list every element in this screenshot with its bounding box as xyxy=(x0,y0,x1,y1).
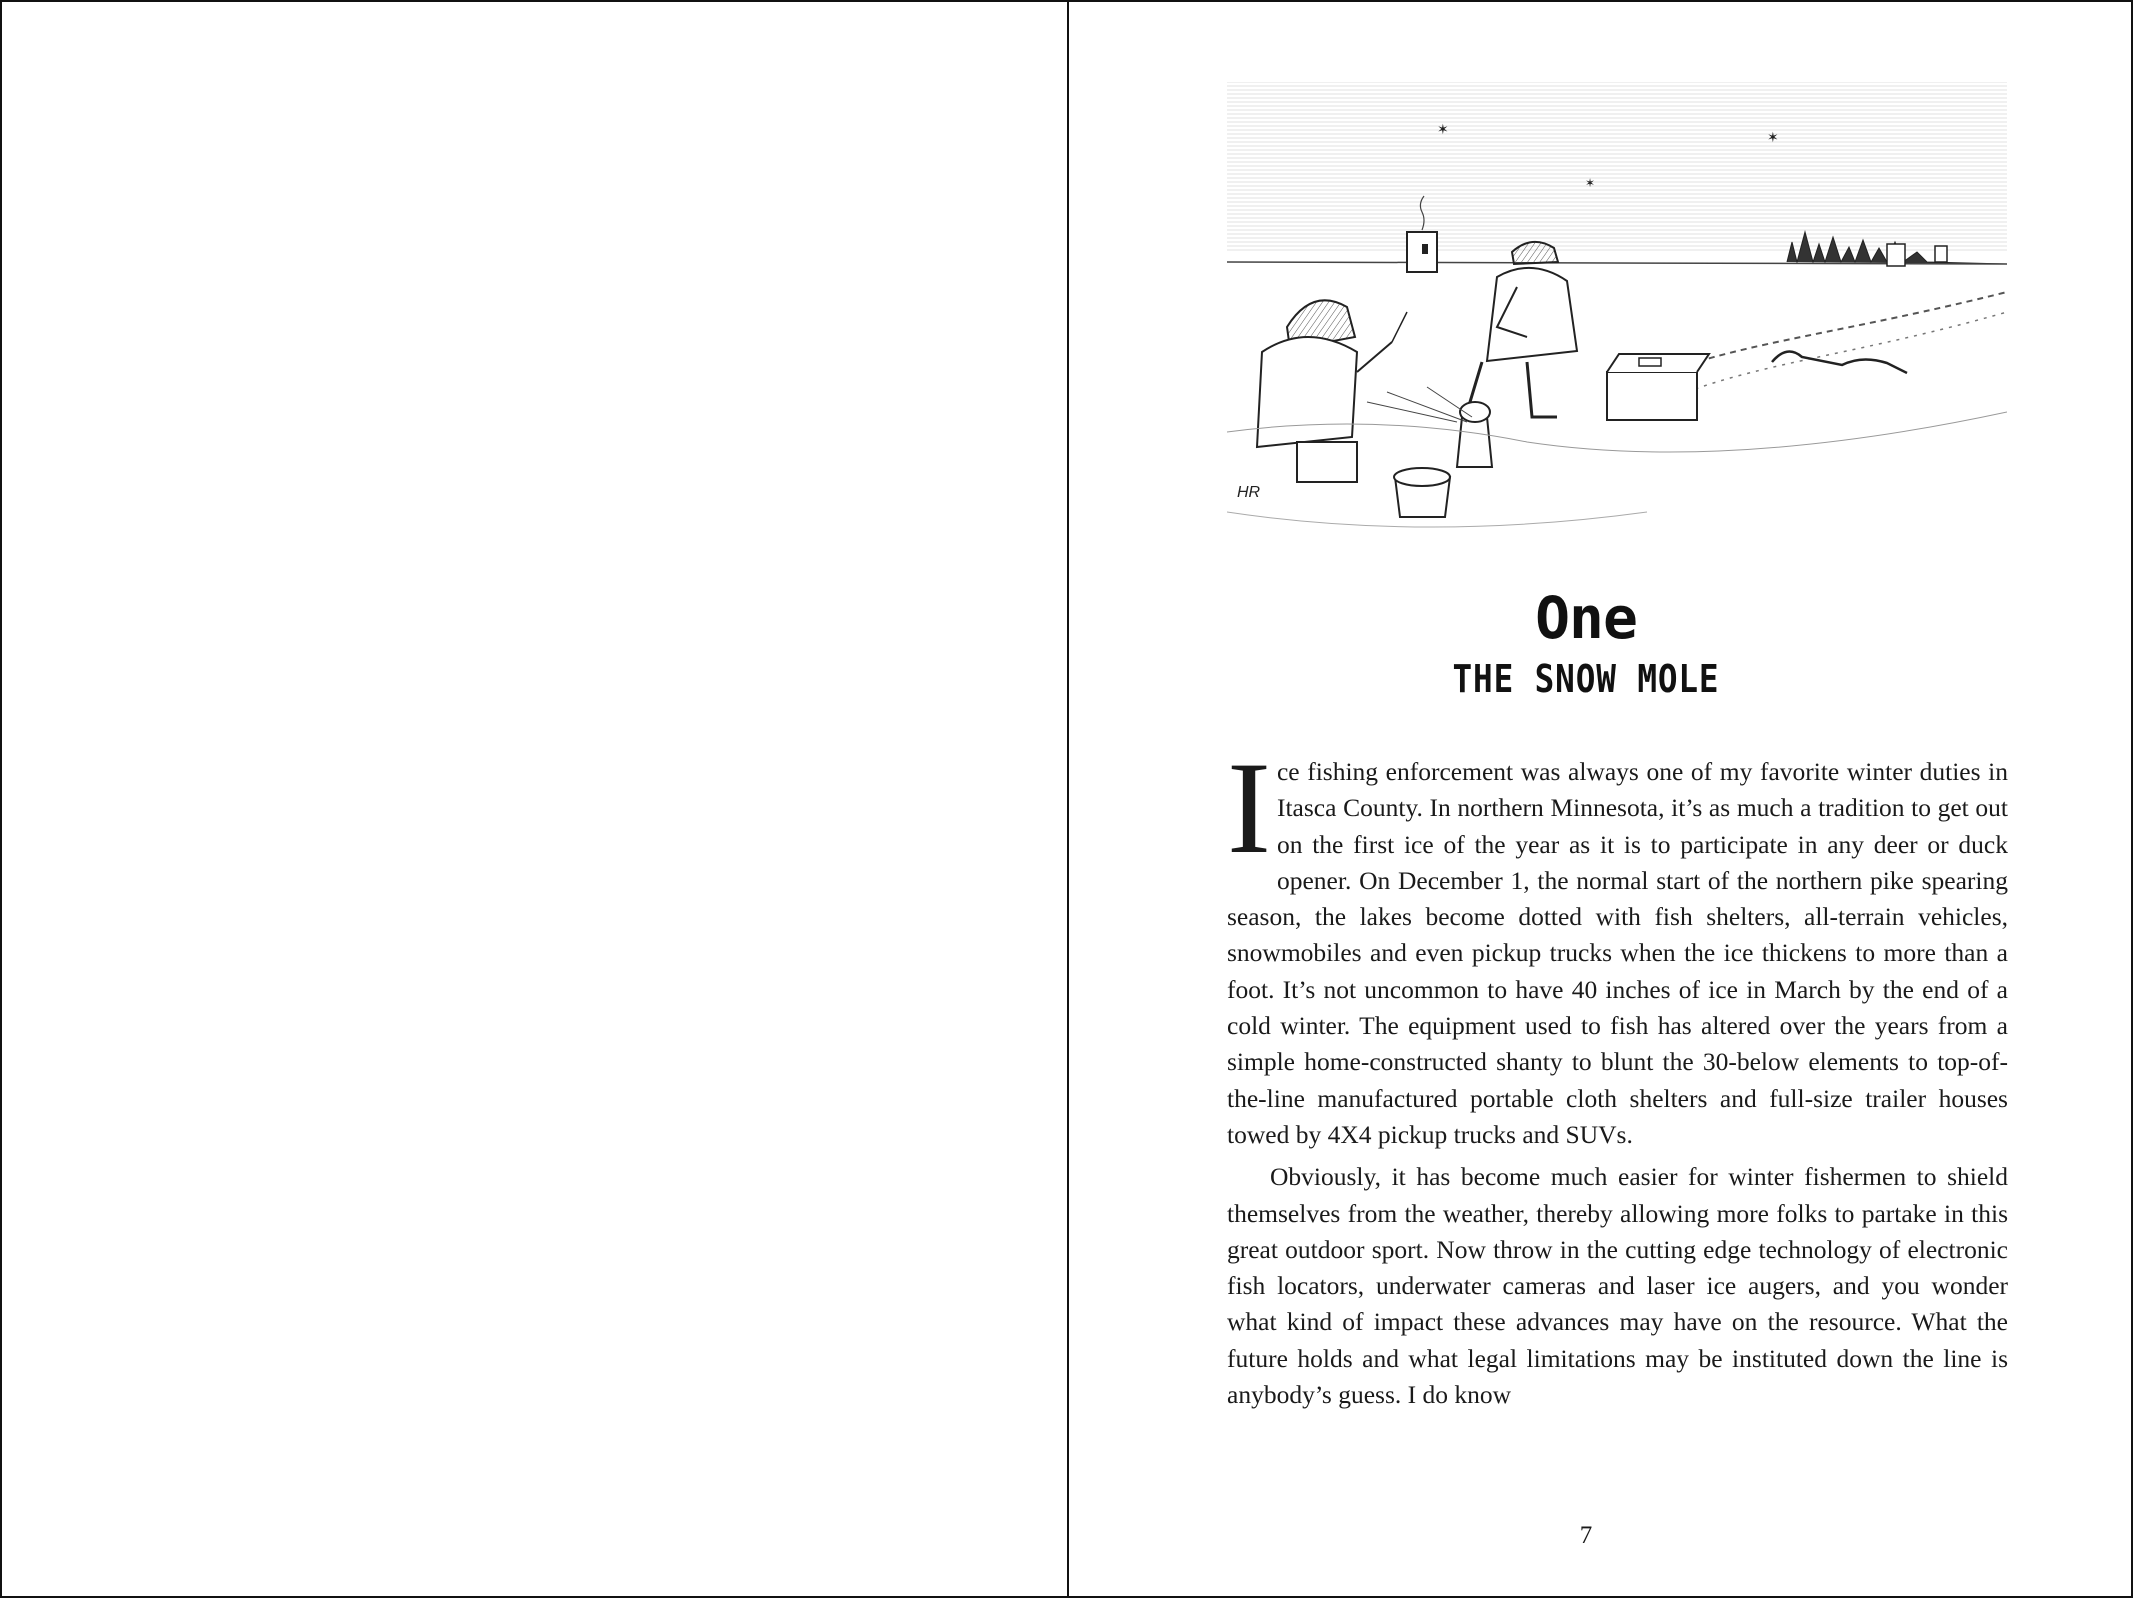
body-text xyxy=(1227,734,2008,1413)
paragraph-2: Obviously, it has become much easier for winter fishermen to shield themselves from the weather, thereby allowing more folks to partake in this great outdoor sport. Now throw in the cutting edge technology of electronic fish locators, underwater cameras and laser ice augers, and you wonder what kind of impact these advances may have on the resource. What the future holds and what legal limitations may be instituted down the line is anybody’s guess. I do know xyxy=(1227,1162,2008,1410)
svg-text:✶: ✶ xyxy=(1585,176,1596,190)
paragraph-1-text: ce fishing enforcement was always one of my favorite winter duties in Itasca County. In northern Minnesota, it’s as much a tradition to get out on the first ice of the year as it is to participate in any deer or duck opener. On December 1, the normal start of the northern pike spearing season, the lakes become dotted with fish shelters, all-terrain vehicles, snowmobiles and even pickup trucks when the ice thickens to more than a foot. It’s not uncommon to have 40 inches of ice in March by the end of a cold winter. The equipment used to fish has altered over the years from a simple home-constructed shanty to blunt the 30-below elements to top-of-the-line manufactured portable cloth shelters and full-size trailer houses towed by 4X4 pickup trucks and SUVs. xyxy=(1227,757,2008,1149)
chapter-title: THE SNOW MOLE xyxy=(1452,657,1720,701)
drop-cap: I xyxy=(1227,734,1271,881)
ice-fishing-scene-icon xyxy=(1227,72,2007,562)
chapter-number: One xyxy=(1535,584,1637,652)
paragraph-1 xyxy=(1227,734,2008,1153)
right-page xyxy=(1067,0,2133,1598)
page-number: 7 xyxy=(1579,1522,1593,1549)
svg-text:✶: ✶ xyxy=(1437,123,1449,138)
ice-fishing-illustration xyxy=(1227,72,2007,562)
svg-text:✶: ✶ xyxy=(1767,131,1779,146)
svg-text:HR: HR xyxy=(1237,484,1261,501)
